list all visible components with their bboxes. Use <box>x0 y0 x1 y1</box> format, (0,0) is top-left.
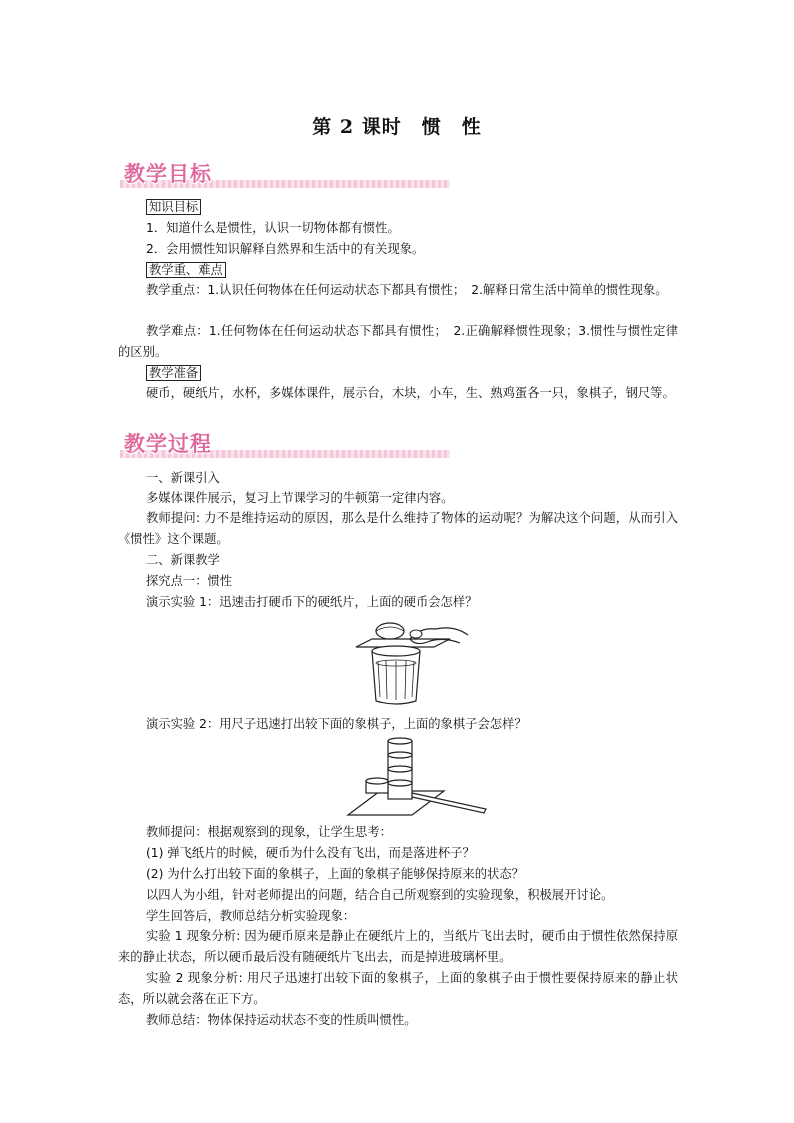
banner-label: 教学过程 <box>124 432 212 456</box>
knowledge-goal-2: 2．会用惯性知识解释自然界和生活中的有关现象。 <box>146 242 425 256</box>
page-title: 第 2 课时 惯 性 <box>312 116 482 138</box>
coin-cup-experiment-figure <box>350 617 470 709</box>
difficult-points: 教学难点：1.任何物体在任何运动状态下都具有惯性； 2.正确解释惯性现象；3.惯性与惯性定律的区别。 <box>118 324 678 359</box>
key-difficult-label: 教学重、难点 <box>146 260 706 280</box>
paragraph: 一、新课引入 <box>146 471 220 485</box>
chess-stack-experiment-figure <box>340 735 490 820</box>
paragraph: 教师提问: 力不是维持运动的原因，那么是什么维持了物体的运动呢？为解决这个问题，从而引入《惯性》这个课题。 <box>118 511 678 546</box>
section-banner-goals <box>120 158 450 192</box>
paragraph: 二、新课教学 <box>146 553 220 567</box>
paragraph: 演示实验 2：用尺子迅速打出较下面的象棋子，上面的象棋子会怎样？ <box>146 717 527 731</box>
paragraph: 探究点一：惯性 <box>146 574 233 588</box>
paragraph: 学生回答后，教师总结分析实验现象： <box>146 909 356 923</box>
paragraph: 教师提问：根据观察到的现象，让学生思考： <box>146 825 392 839</box>
paragraph: 演示实验 1：迅速击打硬币下的硬纸片，上面的硬币会怎样？ <box>146 595 478 609</box>
question-1: (1) 弹飞纸片的时候，硬币为什么没有飞出，而是落进杯子？ <box>146 846 475 860</box>
key-points: 教学重点：1.认识任何物体在任何运动状态下都具有惯性； 2.解释日常生活中简单的惯性现象。 <box>146 283 668 297</box>
question-2: (2) 为什么打出较下面的象棋子，上面的象棋子能够保持原来的状态？ <box>146 867 524 881</box>
paragraph: 多媒体课件展示，复习上节课学习的牛顿第一定律内容。 <box>146 491 454 505</box>
preparation-label: 教学准备 <box>146 363 706 383</box>
banner-label: 教学目标 <box>124 162 212 186</box>
paragraph: 实验 2 现象分析: 用尺子迅速打出较下面的象棋子，上面的象棋子由于惯性要保持原来的静止状态，所以就会落在正下方。 <box>118 971 678 1006</box>
paragraph: 实验 1 现象分析: 因为硬币原来是静止在硬纸片上的，当纸片飞出去时，硬币由于惯性依然保持原来的静止状态，所以硬币最后没有随硬纸片飞出去，而是掉进玻璃杯里。 <box>118 929 678 964</box>
paragraph: 以四人为小组，针对老师提出的问题，结合自己所观察到的实验现象，积极展开讨论。 <box>146 888 614 902</box>
preparation-text: 硬币，硬纸片，水杯，多媒体课件，展示台，木块，小车，生、熟鸡蛋各一只，象棋子，钢尺等。 <box>146 386 675 400</box>
knowledge-goal-1: 1．知道什么是惯性，认识一切物体都有惯性。 <box>146 221 400 235</box>
knowledge-goals-label: 知识目标 <box>146 197 706 217</box>
paragraph: 教师总结：物体保持运动状态不变的性质叫惯性。 <box>146 1013 417 1027</box>
section-banner-process <box>120 428 450 462</box>
